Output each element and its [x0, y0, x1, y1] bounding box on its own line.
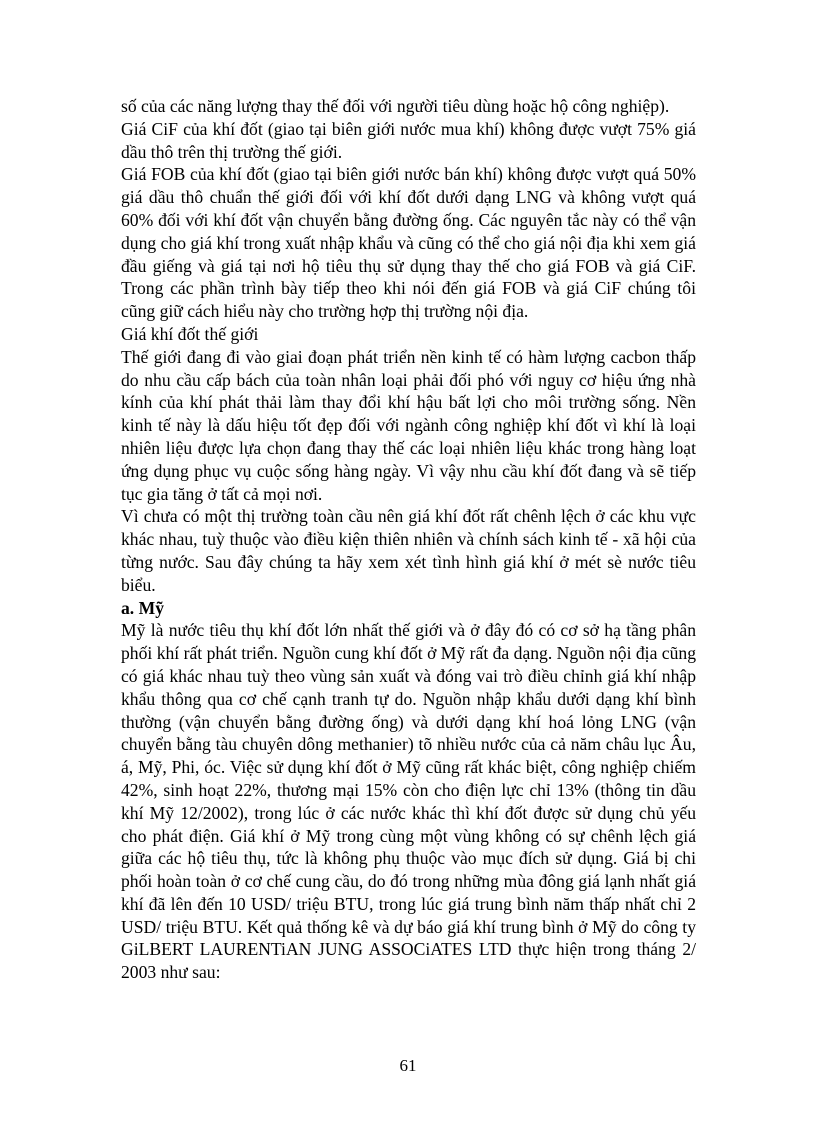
- page-number: 61: [399, 1056, 417, 1075]
- paragraph-fob-price-rule: Giá FOB của khí đốt (giao tại biên giới nước bán khí) không được vượt quá 50% giá dầu thô chuẩn thế giới đối với khí đốt dưới dạng LNG và không vượt quá 60% đối với khí đốt vận chuyển bằng đường ống. Các nguyên tắc này có thể vận dụng cho giá khí trong xuất nhập khẩu và cũng có thể cho giá nội địa khi xem giá đầu giếng và giá tại nơi hộ tiêu thụ sử dụng thay thế cho giá FOB và giá CiF. Trong các phần trình bày tiếp theo khi nói đến giá FOB và giá CiF chúng tôi cũng giữ cách hiểu này cho trường hợp thị trường nội địa.: [121, 164, 696, 322]
- section-title-world-gas-price: Giá khí đốt thế giới: [121, 323, 259, 344]
- paragraph-continuation: số của các năng lượng thay thế đối với người tiêu dùng hoặc hộ công nghiệp).: [121, 96, 670, 116]
- paragraph-usa-gas-market: Mỹ là nước tiêu thụ khí đốt lớn nhất thế giới và ở đây đó có cơ sở hạ tầng phân phối khí rất phát triển. Nguồn cung khí đốt ở Mỹ rất đa dạng. Nguồn nội địa cũng có giá khác nhau tuỳ theo vùng sản xuất và đóng vai trò điều chỉnh giá khí nhập khẩu thông qua cơ chế cạnh tranh tự do. Nguồn nhập khẩu dưới dạng khí bình thường (vận chuyển bằng đường ống) và dưới dạng khí hoá lỏng LNG (vận chuyển bằng tàu chuyên dông methanier) tõ nhiều nước của cả năm châu lục Âu, á, Mỹ, Phi, óc. Việc sử dụng khí đốt ở Mỹ cũng rất khác biệt, công nghiệp chiếm 42%, sinh hoạt 22%, thương mại 15% còn cho điện lực chỉ 13% (thông tin dầu khí Mỹ 12/2002), trong lúc ở các nước khác thì khí đốt được sử dụng chủ yếu cho phát điện. Giá khí ở Mỹ trong cùng một vùng không có sự chênh lệch giá giữa các hộ tiêu thụ, tức là không phụ thuộc vào mục đích sử dụng. Giá bị chi phối hoàn toàn ở cơ chế cung cầu, do đó trong những mùa đông giá lạnh nhất giá khí đã lên đến 10 USD/ triệu BTU, trong lúc giá trung bình năm thấp nhất chỉ 2 USD/ triệu BTU. Kết quả thống kê và dự báo giá khí trung bình ở Mỹ do công ty GiLBERT LAURENTiAN JUNG ASSOCiATES LTD thực hiện trong tháng 2/ 2003 như sau:: [121, 620, 696, 983]
- document-body: [121, 95, 696, 984]
- paragraph-cif-price-rule: Giá CiF của khí đốt (giao tại biên giới nước mua khí) không được vượt 75% giá dầu thô trên thị trường thế giới.: [121, 118, 696, 162]
- paragraph-regional-price-differences: Vì chưa có một thị trường toàn cầu nên giá khí đốt rất chênh lệch ở các khu vực khác nhau, tuỳ thuộc vào điều kiện thiên nhiên và chính sách kinh tế - xã hội của từng nước. Sau đây chúng ta hãy xem xét tình hình giá khí ở mét sè nước tiêu biểu.: [121, 506, 696, 595]
- subsection-heading-usa: a. Mỹ: [121, 597, 164, 618]
- paragraph-low-carbon-economy: Thế giới đang đi vào giai đoạn phát triển nền kinh tế có hàm lượng cacbon thấp do nhu cầu cấp bách của toàn nhân loại phải đối phó với nguy cơ hiệu ứng nhà kính của khí phát thải làm thay đổi khí hậu bất lợi cho môi trường sống. Nền kinh tế này là dấu hiệu tốt đẹp đối với ngành công nghiệp khí đốt vì khí là loại nhiên liệu được lựa chọn đang thay thế các loại nhiên liệu khác trong hàng loạt ứng dụng phục vụ cuộc sống hàng ngày. Vì vậy nhu cầu khí đốt đang và sẽ tiếp tục gia tăng ở tất cả mọi nơi.: [121, 346, 696, 504]
